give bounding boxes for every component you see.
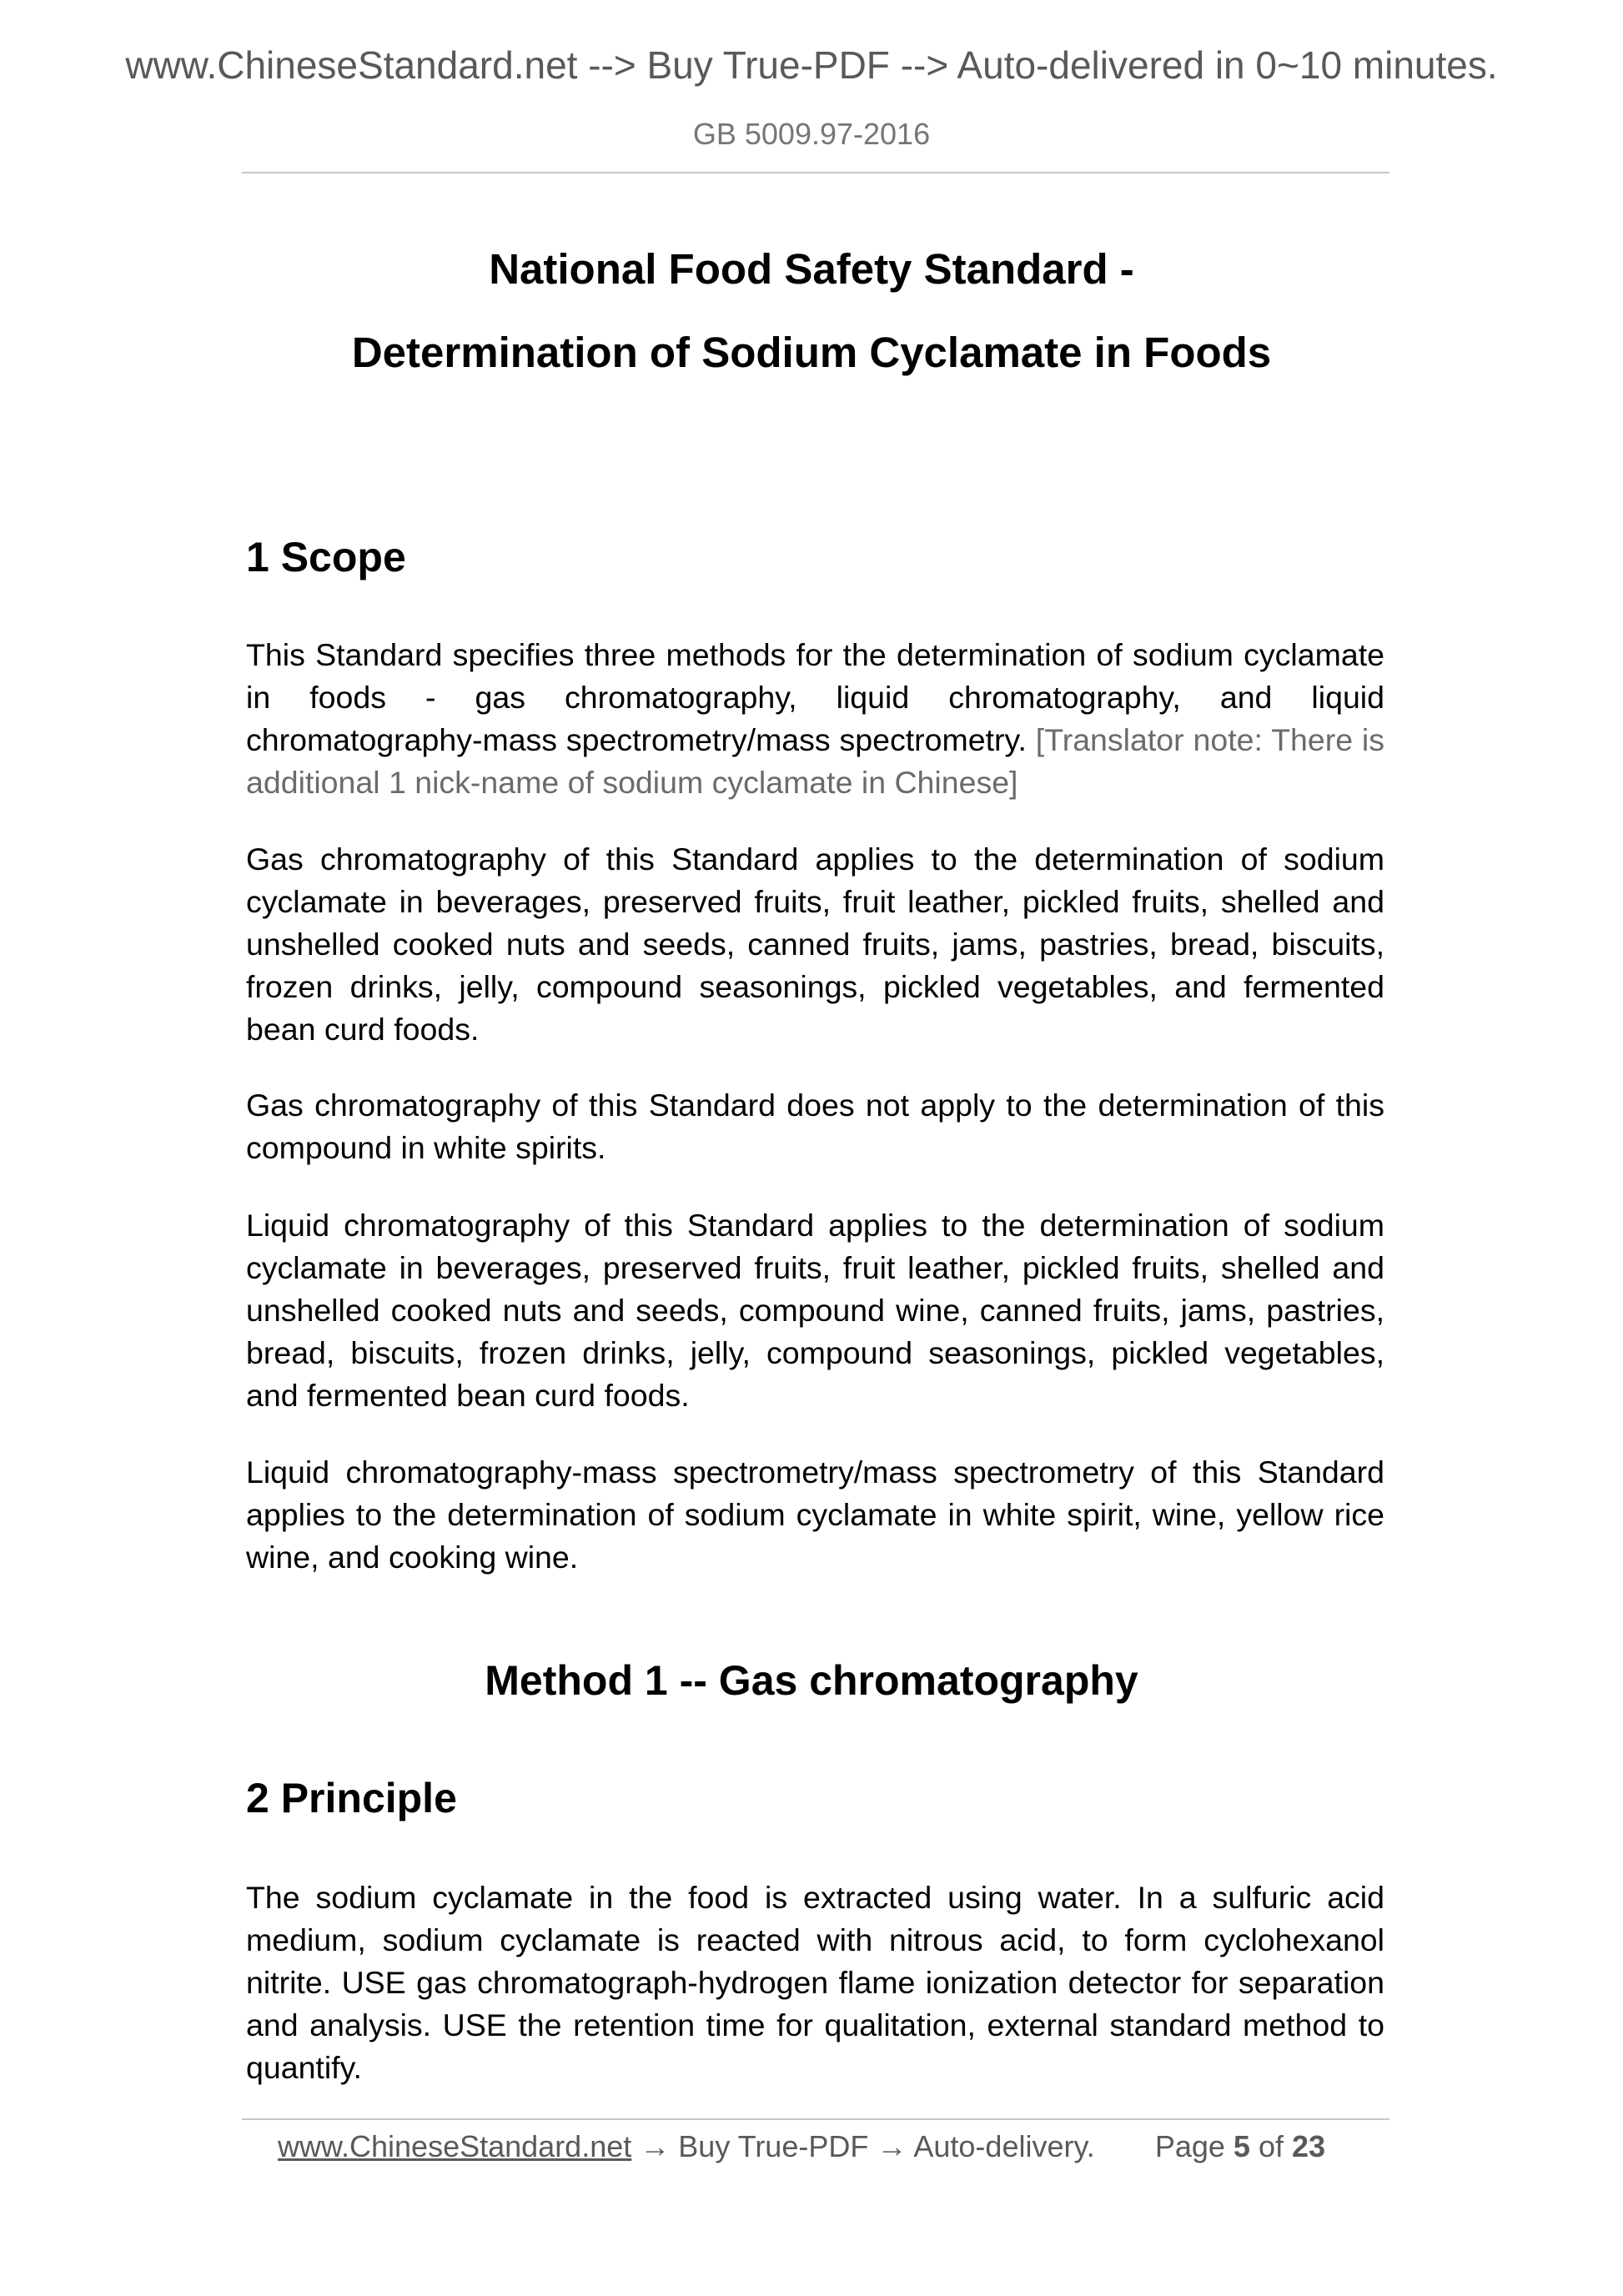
arrow-right-icon: → (877, 2129, 907, 2163)
header-divider (242, 172, 1389, 173)
arrow-right-icon: → (640, 2129, 671, 2163)
page-footer (278, 2127, 1325, 2167)
scope-paragraph-1 (246, 634, 1384, 804)
method-1-heading: Method 1 -- Gas chromatography (485, 1657, 1138, 1704)
section-heading-scope: 1 Scope (246, 534, 406, 580)
standard-code: GB 5009.97-2016 (692, 117, 931, 151)
scope-paragraph-1-text: This Standard specifies three methods for the determination of sodium cyclamate in foods - gas chromatography, liquid chromatography, and liquid chromatography-mass spectrometry/mass spectrometry. (246, 637, 1384, 757)
footer-buy-text: Buy True-PDF (678, 2129, 869, 2163)
top-banner: www.ChineseStandard.net --> Buy True-PDF --> Auto-delivered in 0~10 minutes. (125, 43, 1498, 87)
footer-page-total: 23 (1292, 2129, 1326, 2163)
scope-paragraph-2: Gas chromatography of this Standard applies to the determination of sodium cyclamate in beverages, preserved fruits, fruit leather, pickled fruits, shelled and unshelled cooked nuts and seeds, canned fruits, jams, pastries, bread, biscuits, frozen drinks, jelly, compound seasonings, pickled vegetables, and fermented bean curd foods. (246, 842, 1384, 1047)
footer-of-label: of (1258, 2129, 1284, 2163)
scope-paragraph-3: Gas chromatography of this Standard does not apply to the determination of this compound in white spirits. (246, 1088, 1384, 1165)
translator-note: [Translator note: There is additional 1 nick-name of sodium cyclamate in Chinese] (246, 722, 1384, 800)
footer-delivery-text: Auto-delivery. (913, 2129, 1095, 2163)
document-title-line1: National Food Safety Standard - (489, 245, 1134, 293)
scope-paragraph-4: Liquid chromatography of this Standard applies to the determination of sodium cyclamate in beverages, preserved fruits, fruit leather, pickled fruits, shelled and unshelled cooked nuts and seeds, compound wine, canned fruits, jams, pastries, bread, biscuits, frozen drinks, jelly, compound seasonings, pickled vegetables, and fermented bean curd foods. (246, 1208, 1384, 1413)
footer-divider (242, 2118, 1389, 2120)
footer-site-link[interactable]: www.ChineseStandard.net (278, 2129, 632, 2163)
principle-paragraph: The sodium cyclamate in the food is extracted using water. In a sulfuric acid medium, sodium cyclamate is reacted with nitrous acid, to form cyclohexanol nitrite. USE gas chromatograph-hydrogen flame ionization detector for separation and analysis. USE the retention time for qualitation, external standard method to quantify. (246, 1880, 1384, 2085)
footer-page-number: 5 (1233, 2129, 1250, 2163)
footer-page-label: Page (1154, 2129, 1225, 2163)
scope-paragraph-5: Liquid chromatography-mass spectrometry/mass spectrometry of this Standard applies to the determination of sodium cyclamate in white spirit, wine, yellow rice wine, and cooking wine. (246, 1454, 1384, 1575)
section-heading-principle: 2 Principle (246, 1775, 457, 1821)
document-title-line2: Determination of Sodium Cyclamate in Foods (351, 329, 1272, 376)
